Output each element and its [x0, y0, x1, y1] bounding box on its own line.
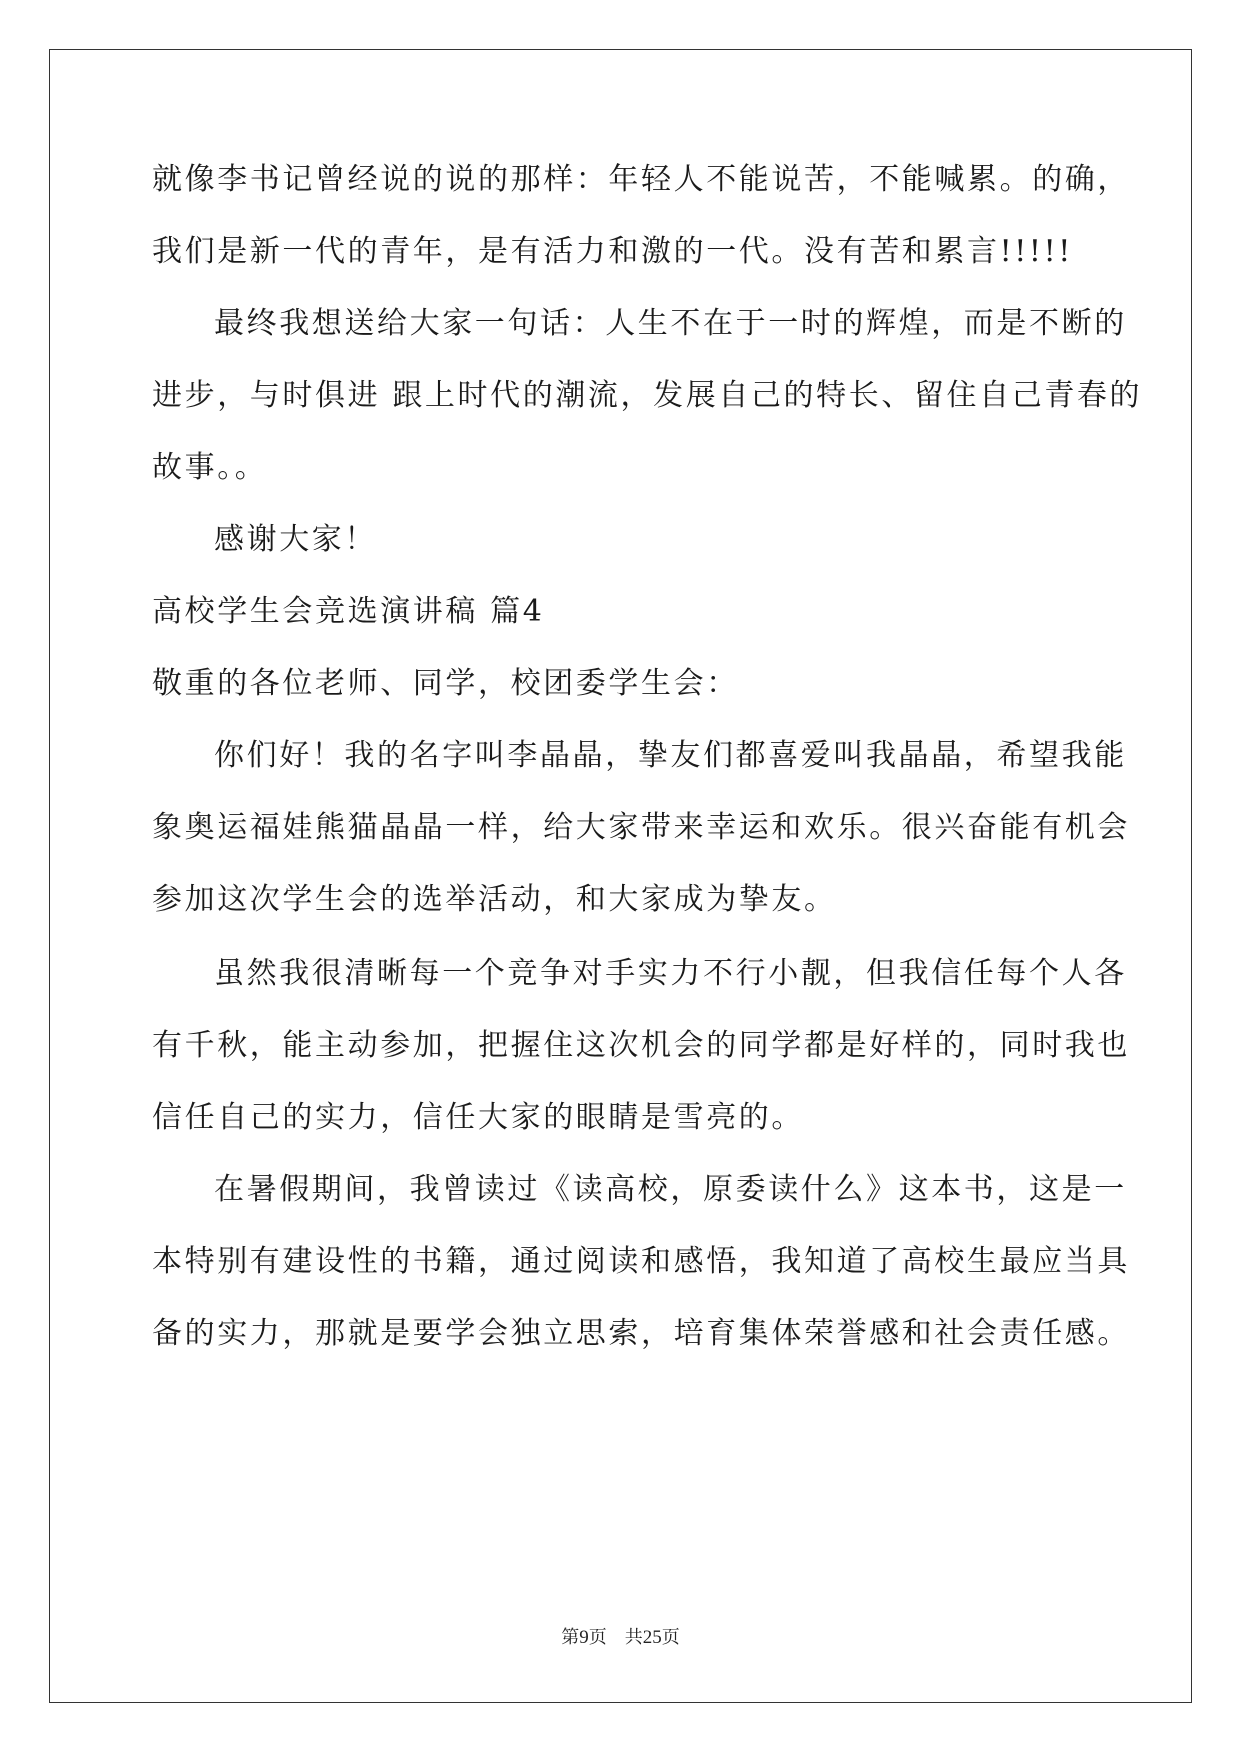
total-suffix: 页	[661, 1627, 680, 1648]
body-text-line: 就像李书记曾经说的说的那样：年轻人不能说苦，不能喊累。的确，	[152, 162, 1130, 197]
body-text-line: 感谢大家！	[214, 522, 377, 557]
body-text-line: 虽然我很清晰每一个竞争对手实力不行小靓，但我信任每个人各	[214, 956, 1127, 991]
body-text-line: 你们好！我的名字叫李晶晶，挚友们都喜爱叫我晶晶，希望我能	[214, 738, 1127, 773]
total-prefix: 共	[624, 1627, 643, 1648]
body-text-line: 最终我想送给大家一句话：人生不在于一时的辉煌，而是不断的	[214, 306, 1127, 341]
body-text-line: 备的实力，那就是要学会独立思索，培育集体荣誉感和社会责任感。	[152, 1316, 1130, 1351]
body-text-line: 本特别有建设性的书籍，通过阅读和感悟，我知道了高校生最应当具	[152, 1244, 1130, 1279]
body-text-line: 我们是新一代的青年，是有活力和激的一代。没有苦和累言!!!!!	[152, 234, 1073, 269]
body-text-line: 有千秋，能主动参加，把握住这次机会的同学都是好样的，同时我也	[152, 1028, 1130, 1063]
salutation: 敬重的各位老师、同学，校团委学生会：	[152, 666, 739, 701]
page-number: 9	[579, 1627, 589, 1648]
page-prefix: 第	[561, 1627, 580, 1648]
page-suffix: 页	[588, 1627, 607, 1648]
section-heading: 高校学生会竞选演讲稿 篇4	[152, 594, 545, 629]
page-footer	[0, 1626, 1241, 1650]
body-text-line: 进步，与时俱进 跟上时代的潮流，发展自己的特长、留住自己青春的	[152, 378, 1143, 413]
body-text-line: 参加这次学生会的选举活动，和大家成为挚友。	[152, 882, 837, 917]
total-pages: 25	[642, 1627, 662, 1648]
body-text-line: 象奥运福娃熊猫晶晶一样，给大家带来幸运和欢乐。很兴奋能有机会	[152, 810, 1130, 845]
page-border	[49, 49, 1192, 1703]
body-text-line: 故事。。	[152, 450, 268, 485]
body-text-line: 在暑假期间，我曾读过《读高校，原委读什么》这本书，这是一	[214, 1172, 1127, 1207]
body-text-line: 信任自己的实力，信任大家的眼睛是雪亮的。	[152, 1100, 804, 1135]
